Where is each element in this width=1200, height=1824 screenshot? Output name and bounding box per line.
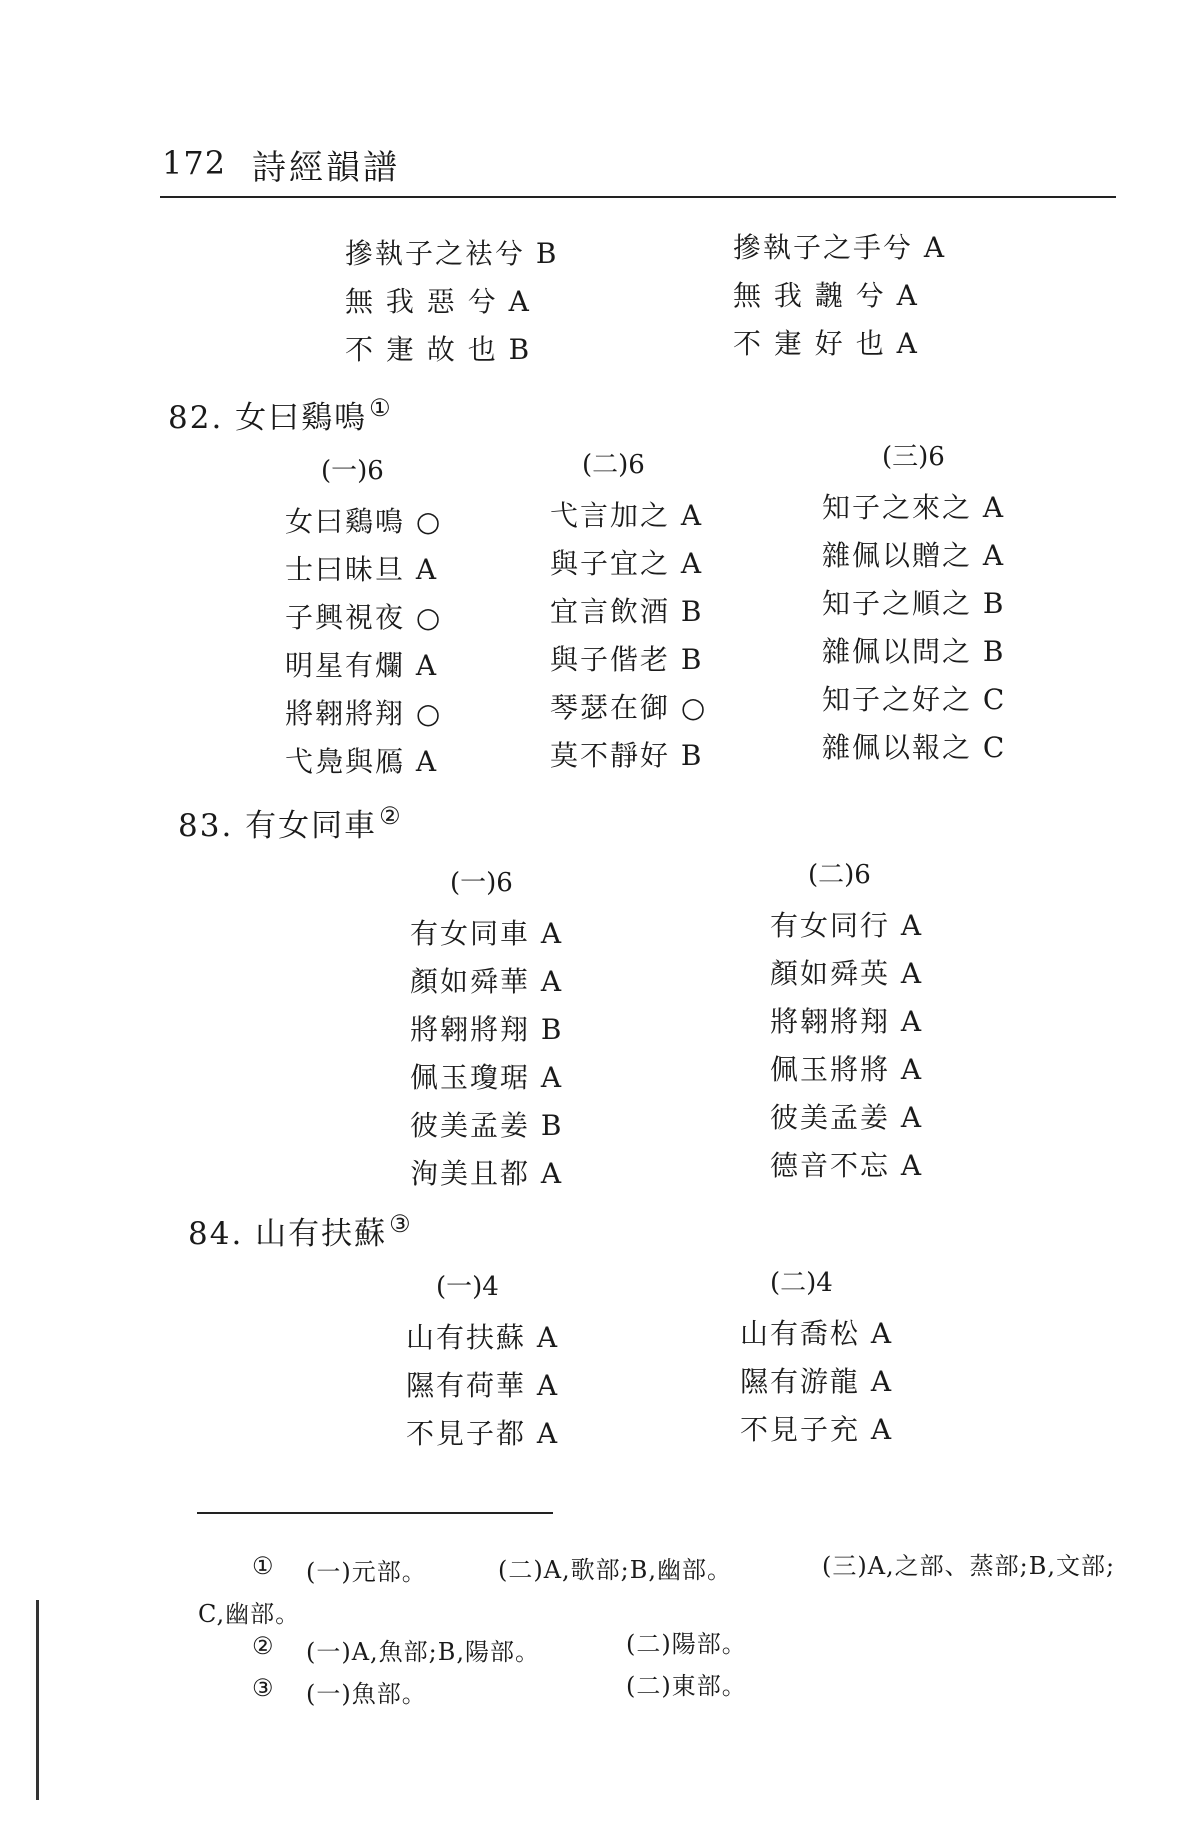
verse-line: 無 我 惡 兮 A — [345, 285, 531, 318]
verse-line: 知子之順之 B — [822, 587, 1006, 620]
stanza-label: (三)6 — [882, 442, 945, 472]
verse-line: 佩玉將將 A — [770, 1053, 924, 1086]
verse-line: 洵美且都 A — [410, 1157, 564, 1190]
verse-line: 將翱將翔 A — [770, 1005, 924, 1038]
verse-line: 莫不靜好 B — [550, 739, 704, 772]
verse-line: 山有喬松 A — [740, 1317, 894, 1350]
verse-line: 佩玉瓊琚 A — [410, 1061, 564, 1094]
verse-line: 顏如舜英 A — [770, 957, 924, 990]
stanza-label: (一)6 — [321, 456, 384, 486]
running-title: 詩經韻譜 — [252, 148, 400, 188]
verse-line: 山有扶蘇 A — [406, 1321, 560, 1354]
poem-title-text: 83. 有女同車 — [178, 808, 378, 844]
poem-title — [168, 392, 393, 437]
verse-line: 宜言飲酒 B — [550, 595, 704, 628]
header-rule — [160, 196, 1116, 198]
verse-line: 德音不忘 A — [770, 1149, 924, 1182]
verse-line: 與子偕老 B — [550, 643, 704, 676]
footnote-marker: ③ — [389, 1210, 413, 1238]
footnote-text: (一)A,魚部;B,陽部。 — [306, 1638, 541, 1666]
verse-line: 有女同車 A — [410, 917, 564, 950]
footnote-text: (三)A,之部、蒸部;B,文部; — [822, 1552, 1116, 1580]
verse-line: 顏如舜華 A — [410, 965, 564, 998]
stanza-label: (二)6 — [582, 450, 645, 480]
poem-title-text: 82. 女曰鷄鳴 — [168, 400, 368, 436]
binding-edge-mark — [36, 1600, 39, 1800]
footnote-mark: ② — [252, 1632, 275, 1660]
poem-title — [188, 1208, 413, 1253]
poem-title-text: 84. 山有扶蘇 — [188, 1216, 388, 1252]
verse-line: 雜佩以報之 C — [822, 731, 1007, 764]
stanza-label: (二)4 — [770, 1268, 833, 1298]
page-number: 172 — [162, 144, 227, 182]
verse-line: 弋鳧與鴈 A — [285, 745, 439, 778]
footnote-mark: ③ — [252, 1674, 275, 1702]
verse-line: 與子宜之 A — [550, 547, 704, 580]
verse-line: 弋言加之 A — [550, 499, 704, 532]
footnote-text: (二)東部。 — [626, 1672, 747, 1700]
verse-line: 將翱將翔 B — [410, 1013, 564, 1046]
verse-line: 摻執子之袪兮 B — [345, 237, 559, 270]
verse-line: 摻執子之手兮 A — [733, 231, 947, 264]
verse-line: 不見子充 A — [740, 1413, 894, 1446]
footnote-rule — [197, 1512, 553, 1514]
footnote-text: (二)陽部。 — [626, 1630, 747, 1658]
poem-title — [178, 800, 403, 845]
verse-line: 琴瑟在御 ○ — [550, 691, 708, 724]
verse-line: 知子之來之 A — [822, 491, 1006, 524]
verse-line: 女曰鷄鳴 ○ — [285, 505, 443, 538]
page-header — [162, 140, 1122, 200]
verse-line: 不見子都 A — [406, 1417, 560, 1450]
verse-line: 隰有荷華 A — [406, 1369, 560, 1402]
verse-line: 無 我 魗 兮 A — [733, 279, 919, 312]
footnote-mark: ① — [252, 1552, 275, 1580]
footnote-marker: ② — [379, 802, 403, 830]
footnote-text: C,幽部。 — [198, 1600, 301, 1628]
verse-line: 不 寁 好 也 A — [733, 327, 919, 360]
verse-line: 雜佩以贈之 A — [822, 539, 1006, 572]
verse-line: 明星有爛 A — [285, 649, 439, 682]
verse-line: 有女同行 A — [770, 909, 924, 942]
verse-line: 彼美孟姜 B — [410, 1109, 564, 1142]
verse-line: 將翱將翔 ○ — [285, 697, 443, 730]
footnote-text: (一)元部。 — [306, 1558, 427, 1586]
verse-line: 士曰昧旦 A — [285, 553, 439, 586]
verse-line: 隰有游龍 A — [740, 1365, 894, 1398]
stanza-label: (二)6 — [808, 860, 871, 890]
verse-line: 不 寁 故 也 B — [345, 333, 532, 366]
verse-line: 子興視夜 ○ — [285, 601, 443, 634]
stanza-label: (一)4 — [436, 1272, 499, 1302]
stanza-label: (一)6 — [450, 868, 513, 898]
footnote-text: (二)A,歌部;B,幽部。 — [498, 1556, 733, 1584]
verse-line: 知子之好之 C — [822, 683, 1007, 716]
footnote-marker: ① — [369, 394, 393, 422]
verse-line: 彼美孟姜 A — [770, 1101, 924, 1134]
verse-line: 雜佩以問之 B — [822, 635, 1006, 668]
footnote-text: (一)魚部。 — [306, 1680, 427, 1708]
